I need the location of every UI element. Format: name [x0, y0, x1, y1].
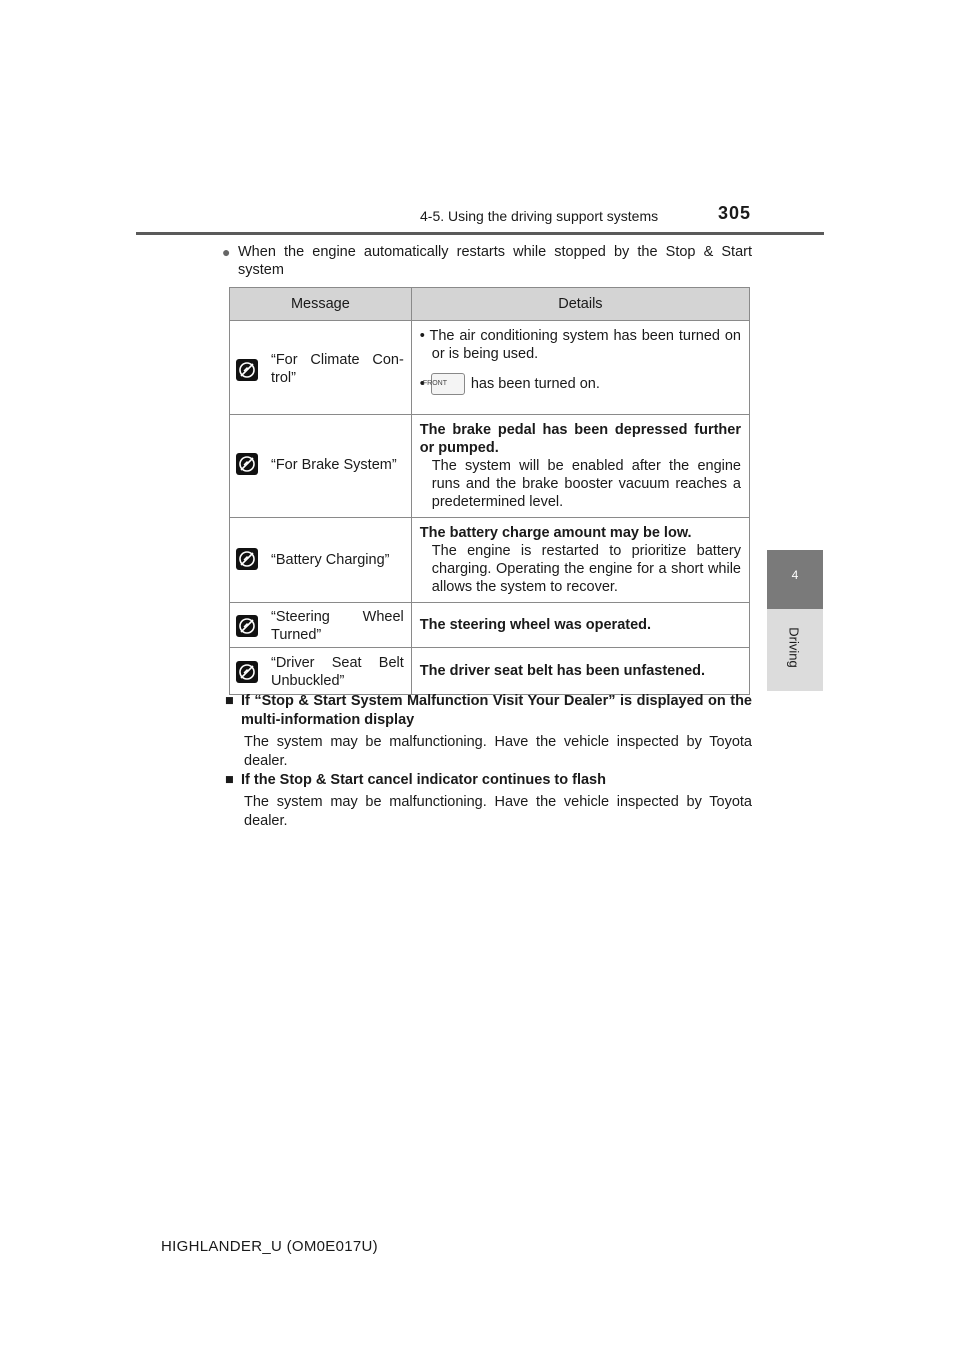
section-heading	[225, 692, 752, 730]
table-row	[230, 648, 750, 695]
chapter-label: Driving	[786, 627, 802, 668]
section-heading-text: If “Stop & Start System Malfunction Visit Your Dealer” is displayed on the multi-information display	[241, 693, 752, 728]
chapter-number: 4	[791, 568, 799, 582]
intro-line-1: When the engine automatically restarts while stopped by the Stop & Start	[238, 244, 752, 260]
section-body: The system may be malfunctioning. Have the vehicle inspected by Toyota dealer.	[244, 734, 752, 769]
detail-bold: The steering wheel was operated.	[419, 617, 652, 633]
detail-text: The system will be enabled after the engine runs and the brake booster vacuum reaches a predetermined level.	[431, 458, 741, 510]
message-text: “For Climate Con-trol”	[271, 352, 404, 386]
message-text: “Steering Wheel Turned”	[271, 609, 404, 643]
message-cell	[230, 603, 412, 648]
details-cell	[411, 415, 749, 518]
message-text: “For Brake System”	[271, 457, 397, 473]
table-row	[230, 603, 750, 648]
detail-text: The engine is restarted to prioritize battery charging. Operating the engine for a short while allows the system to recover.	[431, 543, 741, 595]
detail-bold: The battery charge amount may be low.	[419, 525, 692, 541]
section-body: The system may be malfunctioning. Have the vehicle inspected by Toyota dealer.	[244, 794, 752, 829]
message-table	[229, 287, 750, 695]
stop-start-cancel-icon	[236, 661, 258, 683]
detail-suffix: has been turned on.	[470, 375, 600, 392]
table-row	[230, 321, 750, 415]
icon-label: FRONT	[422, 380, 447, 387]
bullet-icon: ●	[222, 244, 231, 260]
footer-model-code: HIGHLANDER_U (OM0E017U)	[161, 1238, 378, 1255]
details-cell	[411, 648, 749, 695]
message-cell	[230, 415, 412, 518]
section-heading	[225, 771, 752, 790]
flash-section	[225, 771, 752, 831]
section-heading-text: If the Stop & Start cancel indicator continues to flash	[241, 772, 606, 788]
message-cell	[230, 648, 412, 695]
detail-line-icon	[420, 373, 741, 395]
details-cell	[411, 603, 749, 648]
header-details: Details	[411, 288, 749, 321]
message-cell	[230, 321, 412, 415]
header-rule	[136, 232, 824, 235]
detail-bold: The driver seat belt has been unfastened.	[419, 663, 706, 679]
message-text: “Driver Seat Belt Unbuckled”	[271, 655, 404, 689]
table-row	[230, 518, 750, 603]
table-row	[230, 415, 750, 518]
detail-bold: The brake pedal has been depressed further or pumped.	[419, 422, 741, 456]
detail-line: • The air conditioning system has been turned on or is being used.	[419, 328, 741, 362]
details-cell	[411, 518, 749, 603]
section-title: 4-5. Using the driving support systems	[420, 208, 659, 224]
intro-bullet-item	[222, 243, 752, 279]
stop-start-cancel-icon	[236, 615, 258, 637]
stop-start-cancel-icon	[236, 453, 258, 475]
stop-start-cancel-icon	[236, 548, 258, 570]
message-cell	[230, 518, 412, 603]
square-bullet-icon: ■	[225, 772, 234, 788]
bullet-text: •	[419, 375, 425, 392]
table-header-row	[230, 288, 750, 321]
square-bullet-icon: ■	[225, 693, 234, 709]
details-cell	[411, 321, 749, 415]
stop-start-cancel-icon	[236, 359, 258, 381]
header-message: Message	[230, 288, 412, 321]
intro-line-2: system	[238, 262, 284, 278]
page-number: 305	[718, 203, 752, 223]
front-defogger-icon	[422, 373, 465, 395]
malfunction-section	[225, 692, 752, 771]
message-text: “Battery Charging”	[271, 552, 390, 568]
